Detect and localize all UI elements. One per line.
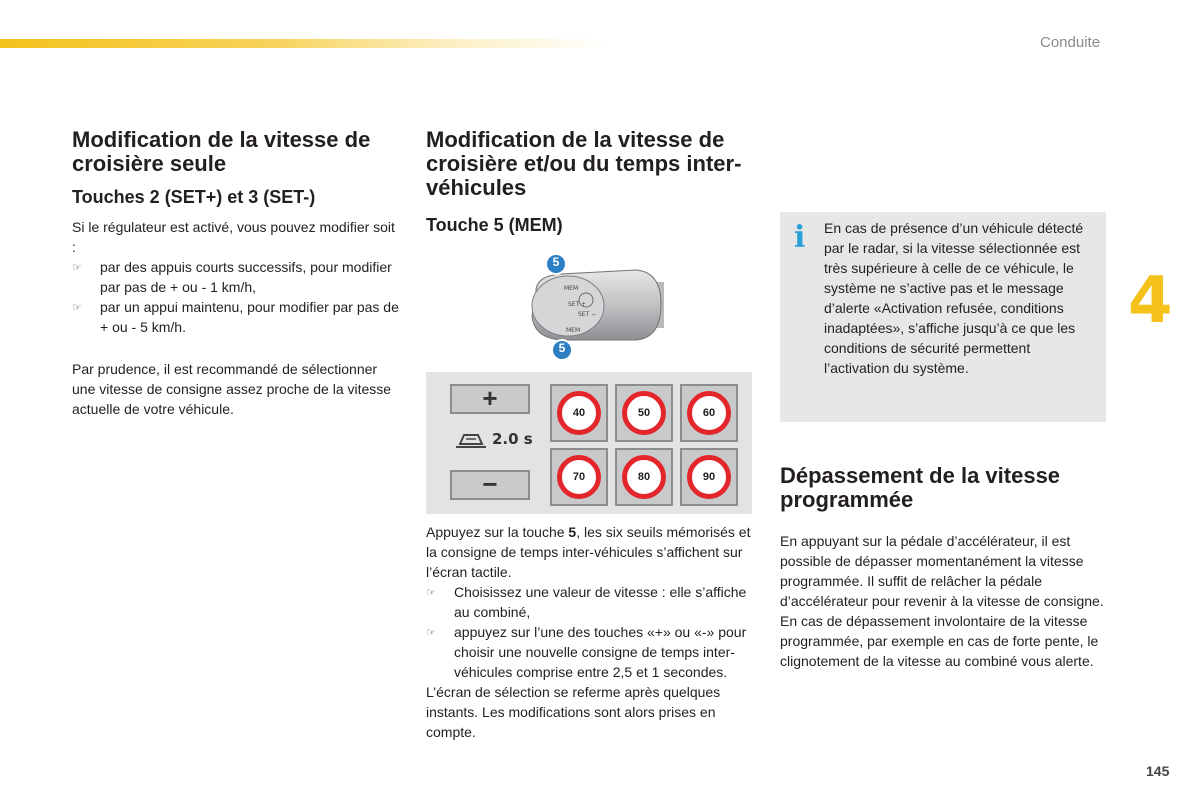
gap-minus-button[interactable]: − [450, 470, 530, 500]
svg-text:SET −: SET − [578, 311, 597, 318]
gap-value: 2.0 s [492, 430, 533, 448]
gap-indicator [456, 430, 533, 448]
list-item-text: appuyez sur l’une des touches «+» ou «-» pour choisir une nouvelle consigne de temps inter-véhicules comprise entre 2,5 et 1 secondes. [454, 624, 747, 680]
mem-instruction-post: , les six seuils mémorisés et la consigne de temps inter-véhicules s’affichent sur l’écran tactile. [426, 524, 751, 580]
mem-instruction-key: 5 [568, 524, 577, 540]
mem-instruction [426, 522, 752, 582]
subheading-set-keys: Touches 2 (SET+) et 3 (SET-) [72, 187, 316, 207]
list-item [72, 257, 402, 297]
info-icon: i [794, 220, 806, 255]
subheading-mem-key: Touche 5 (MEM) [426, 215, 563, 235]
prudence-note: Par prudence, il est recommandé de sélectionner une vitesse de consigne assez proche de la vitesse actuelle de votre véhicule. [72, 361, 392, 417]
list-item-text: Choisissez une valeur de vitesse : elle s’affiche au combiné, [454, 584, 747, 620]
heading-overspeed: Dépassement de la vitesse programmée [780, 463, 1061, 512]
pointing-hand-icon: ☞ [426, 587, 436, 599]
speed-memory-cell[interactable] [615, 448, 673, 506]
pointing-hand-icon: ☞ [72, 262, 82, 274]
mem-instruction-pre: Appuyez sur la touche [426, 524, 569, 540]
svg-text:MEM: MEM [566, 327, 581, 334]
list-item [426, 622, 752, 682]
intro-text: Si le régulateur est activé, vous pouvez modifier soit : [72, 219, 395, 255]
speed-memory-cell[interactable] [680, 448, 738, 506]
page-number: 145 [1146, 763, 1170, 779]
key-5-badge-top: 5 [552, 255, 560, 269]
speed-limit-sign: 40 [557, 391, 601, 435]
speed-memory-cell[interactable] [615, 384, 673, 442]
list-item [426, 582, 752, 622]
list-item [72, 297, 402, 337]
speed-limit-sign: 90 [687, 455, 731, 499]
pointing-hand-icon: ☞ [426, 627, 436, 639]
pointing-hand-icon: ☞ [72, 302, 82, 314]
header-accent-bar [0, 39, 610, 48]
speed-limit-sign: 60 [687, 391, 731, 435]
speed-limit-sign: 50 [622, 391, 666, 435]
list-item-text: par un appui maintenu, pour modifier par pas de + ou - 5 km/h. [100, 299, 399, 335]
chapter-number: 4 [1128, 264, 1173, 338]
vehicle-gap-icon [456, 430, 486, 448]
svg-text:MEM: MEM [564, 285, 579, 292]
speed-memory-grid [550, 384, 740, 506]
closing-note: L’écran de sélection se referme après quelques instants. Les modifications sont alors prises en compte. [426, 684, 721, 740]
radar-info-box [780, 212, 1106, 422]
overspeed-text-2: En cas de dépassement involontaire de la vitesse programmée, par exemple en cas de forte pente, le clignotement de la vitesse au combiné vous alerte. [780, 613, 1099, 669]
svg-text:SET +: SET + [568, 301, 587, 308]
heading-speed-only: Modification de la vitesse de croisière seule [72, 127, 371, 176]
heading-speed-gap: Modification de la vitesse de croisière et/ou du temps inter-véhicules [426, 127, 742, 200]
speed-limit-sign: 80 [622, 455, 666, 499]
speed-limit-sign: 70 [557, 455, 601, 499]
radar-info-text: En cas de présence d’un véhicule détecté par le radar, si la vitesse sélectionnée est très supérieure à celle de ce véhicule, le système ne s’active pas et le message d’alerte «Activation refusée, conditions inadaptées», s’affiche jusqu’à ce que les conditions de sécurité permettent l’activation du système. [824, 220, 1084, 376]
touchscreen-speed-memory [426, 372, 752, 514]
steering-stalk-illustration [516, 254, 666, 364]
column-overspeed [780, 212, 1106, 671]
column-speed-only [72, 128, 402, 419]
gap-plus-button[interactable]: + [450, 384, 530, 414]
column-speed-and-gap [426, 128, 752, 742]
list-item-text: par des appuis courts successifs, pour modifier par pas de + ou - 1 km/h, [100, 259, 392, 295]
speed-memory-cell[interactable] [550, 384, 608, 442]
section-title: Conduite [1040, 34, 1101, 51]
speed-memory-cell[interactable] [680, 384, 738, 442]
key-5-badge-bottom: 5 [558, 341, 566, 355]
speed-memory-cell[interactable] [550, 448, 608, 506]
overspeed-text-1: En appuyant sur la pédale d’accélérateur, il est possible de dépasser momentanément la vitesse programmée. Il suffit de relâcher la pédale d’accélérateur pour revenir à la vitesse de consigne. [780, 533, 1104, 609]
